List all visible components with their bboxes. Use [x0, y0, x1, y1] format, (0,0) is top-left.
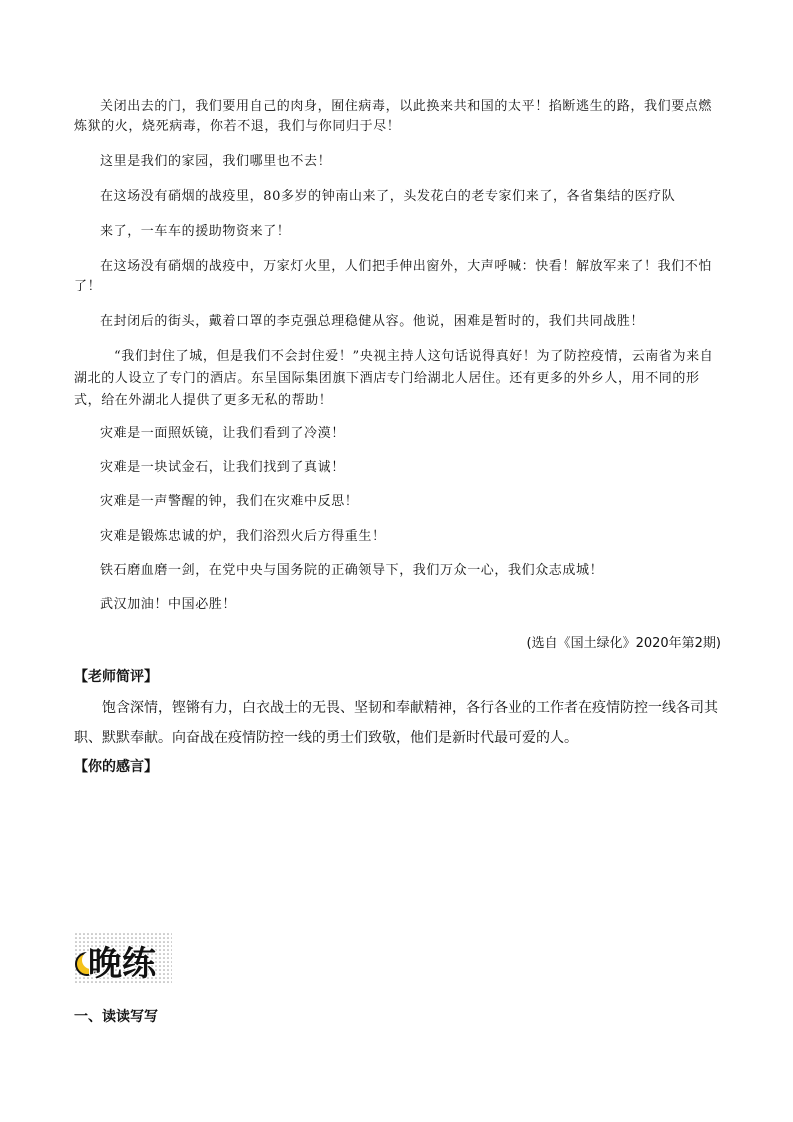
essay-paragraph: 来了，一车车的援助物资来了！	[100, 224, 291, 239]
evening-practice-logo	[74, 932, 172, 984]
essay-paragraph: 在封闭后的街头，戴着口罩的李克强总理稳健从容。他说，困难是暂时的，我们共同战胜！	[100, 314, 645, 329]
essay-paragraph: 武汉加油！中国必胜！	[100, 597, 237, 612]
essay-source: (选自《国土绿化》2020年第2期)	[526, 636, 721, 651]
evening-practice-logo-text: 晚练	[88, 944, 156, 984]
teacher-review-text: 饱含深情，铿锵有力，白衣战士的无畏、坚韧和奉献精神，各行各业的工作者在疫情防控一线各司其职、默默奉献。向奋战在疫情防控一线的勇士们致敬，他们是新时代最可爱的人。	[74, 700, 718, 746]
your-feelings-heading: 【你的感言】	[74, 759, 158, 775]
essay-paragraph: 关闭出去的门，我们要用自己的肉身，囿住病毒，以此换来共和国的太平！掐断逃生的路，我们要点燃炼狱的火，烧死病毒，你若不退，我们与你同归于尽！	[74, 99, 713, 134]
teacher-review-heading: 【老师简评】	[74, 669, 158, 685]
essay-paragraph: 在这场没有硝烟的战疫里，80多岁的钟南山来了，头发花白的老专家们来了，各省集结的医疗队	[100, 189, 676, 204]
essay-paragraph: 铁石磨血磨一剑，在党中央与国务院的正确领导下，我们万众一心，我们众志成城！	[100, 563, 604, 578]
essay-paragraph: 这里是我们的家园，我们哪里也不去！	[100, 154, 332, 169]
essay-paragraph: 灾难是一块试金石，让我们找到了真诚！	[100, 460, 345, 475]
essay-paragraph: 在这场没有硝烟的战疫中，万家灯火里，人们把手伸出窗外，大声呼喊：快看！解放军来了！我们不怕了！	[74, 259, 713, 294]
section-title: 一、读读写写	[74, 1009, 158, 1025]
essay-paragraph: 灾难是一声警醒的钟，我们在灾难中反思！	[100, 494, 359, 509]
essay-paragraph: “我们封住了城，但是我们不会封住爱！”央视主持人这句话说得真好！为了防控疫情，云南省为来自湖北的人设立了专门的酒店。东呈国际集团旗下酒店专门给湖北人居住。还有更多的外乡人，用不同的形式，给在外湖北人提供了更多无私的帮助！	[74, 349, 714, 408]
evening-practice-logo-graphic	[74, 932, 172, 984]
essay-paragraph: 灾难是锻炼忠诚的炉，我们浴烈火后方得重生！	[100, 529, 386, 544]
essay-paragraph: 灾难是一面照妖镜，让我们看到了冷漠！	[100, 426, 345, 441]
